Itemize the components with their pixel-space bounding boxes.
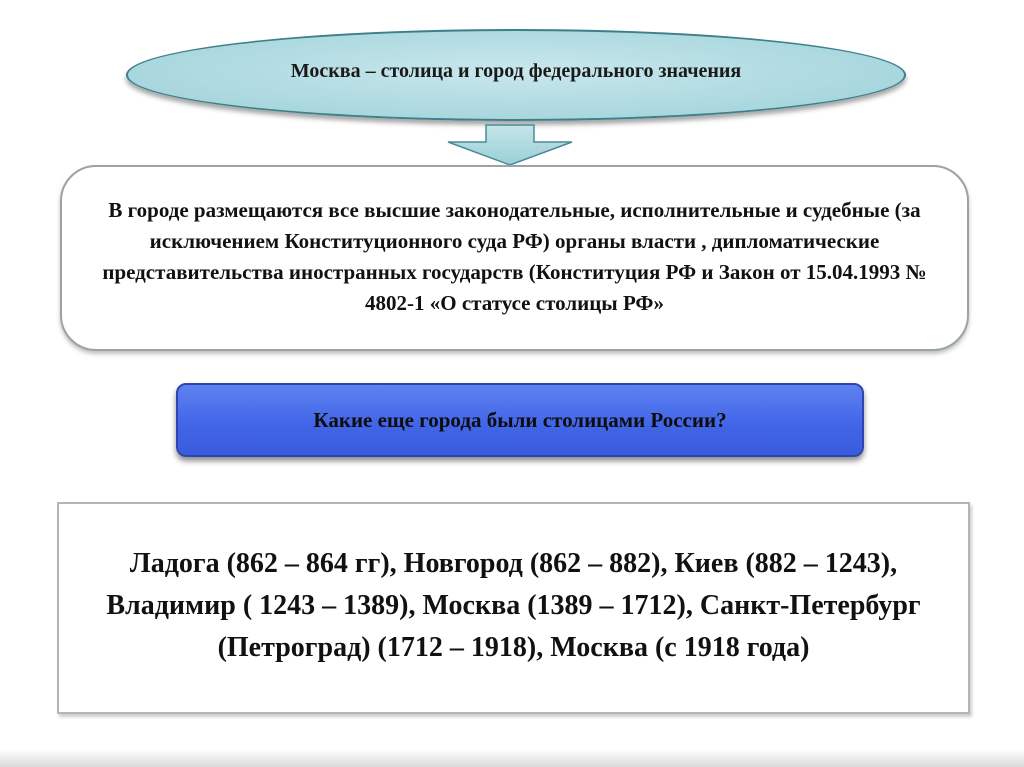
bottom-shadow-strip bbox=[0, 749, 1024, 767]
question-box bbox=[176, 383, 864, 457]
info-box bbox=[60, 165, 969, 351]
title-ellipse-text: Москва – столица и город федерального значения bbox=[290, 60, 742, 82]
title-ellipse bbox=[126, 29, 906, 121]
info-box-text: В городе размещаются все высшие законодательные, исполнительные и судебные (за исключением Конституционного суда РФ) органы власти , дипломатические представительства иностранных государств (Конституция РФ и Закон от 15.04.1993 № 4802-1 «О статусе столицы РФ» bbox=[102, 198, 927, 315]
answer-box bbox=[57, 502, 970, 714]
down-arrow-icon bbox=[446, 124, 574, 166]
question-box-text: Какие еще города были столицами России? bbox=[313, 407, 727, 432]
answer-box-text: Ладога (862 – 864 гг), Новгород (862 – 882), Киев (882 – 1243), Владимир ( 1243 – 1389), Москва (1389 – 1712), Санкт-Петербург (Петроград) (1712 – 1918), Москва (с 1918 года) bbox=[106, 548, 921, 663]
